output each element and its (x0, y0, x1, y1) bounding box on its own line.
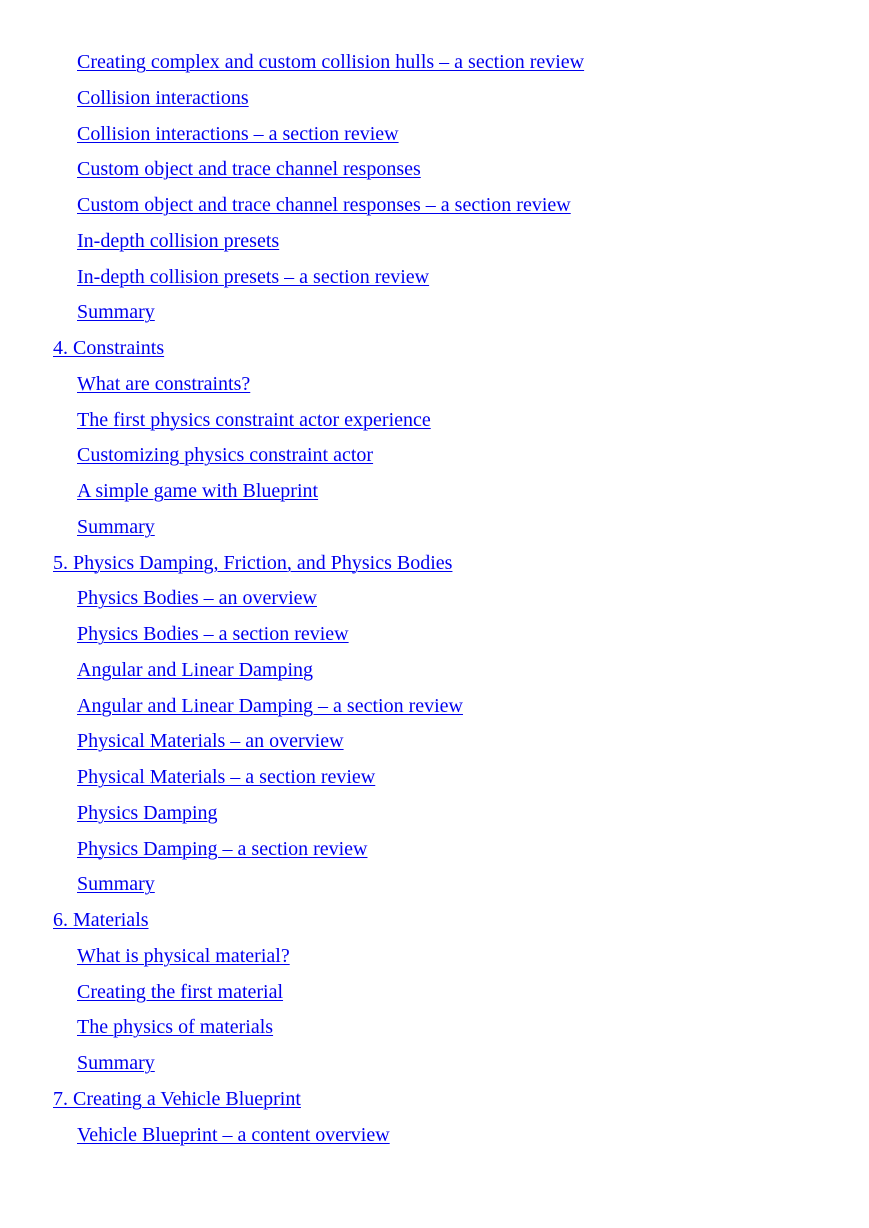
table-of-contents (0, 45, 869, 1153)
toc-section-item (0, 81, 869, 117)
toc-section-item (0, 689, 869, 725)
toc-section-item (0, 581, 869, 617)
toc-section-link[interactable]: Physics Damping (77, 801, 218, 824)
toc-section-item (0, 510, 869, 546)
toc-section-link[interactable]: Summary (77, 1052, 155, 1074)
toc-section-item (0, 403, 869, 439)
toc-chapter-item (0, 903, 869, 939)
toc-section-link[interactable]: Summary (77, 515, 155, 538)
toc-section-item (0, 438, 869, 474)
toc-section-link[interactable]: Creating complex and custom collision hulls – a section review (77, 51, 585, 73)
toc-section-link[interactable]: In-depth collision presets (77, 229, 280, 252)
toc-section-item (0, 188, 869, 224)
toc-section-item (0, 760, 869, 796)
toc-section-link[interactable]: Angular and Linear Damping (77, 658, 314, 681)
toc-chapter-item (0, 1082, 869, 1118)
toc-section-item (0, 152, 869, 188)
toc-section-link[interactable]: Summary (77, 301, 155, 324)
toc-section-item (0, 474, 869, 510)
toc-section-link[interactable]: Vehicle Blueprint – a content overview (77, 1123, 390, 1146)
toc-section-link[interactable]: Collision interactions (77, 86, 249, 109)
toc-section-item (0, 1046, 869, 1082)
toc-section-link[interactable]: What is physical material? (77, 944, 290, 967)
toc-chapter-link[interactable]: 4. Constraints (53, 337, 165, 359)
toc-section-link[interactable]: Angular and Linear Damping – a section review (77, 694, 463, 717)
toc-chapter-link[interactable]: 5. Physics Damping, Friction, and Physics Bodies (53, 551, 453, 574)
toc-section-link[interactable]: Summary (77, 873, 155, 896)
toc-section-item (0, 260, 869, 296)
toc-section-item (0, 832, 869, 868)
toc-section-link[interactable]: Physics Damping – a section review (77, 837, 368, 860)
toc-section-link[interactable]: The physics of materials (77, 1016, 274, 1039)
toc-section-link[interactable]: Creating the first material (77, 980, 284, 1003)
toc-section-link[interactable]: Physics Bodies – an overview (77, 587, 317, 610)
toc-section-item (0, 796, 869, 832)
toc-section-link[interactable]: In-depth collision presets – a section review (77, 265, 430, 288)
toc-section-link[interactable]: A simple game with Blueprint (77, 480, 319, 502)
toc-section-item (0, 367, 869, 403)
toc-section-item (0, 295, 869, 331)
toc-section-link[interactable]: Custom object and trace channel responses – a section review (77, 194, 571, 216)
toc-section-link[interactable]: What are constraints? (77, 372, 251, 395)
toc-section-link[interactable]: Physical Materials – a section review (77, 766, 376, 788)
toc-section-link[interactable]: Collision interactions – a section review (77, 122, 399, 145)
toc-section-link[interactable]: Physical Materials – an overview (77, 730, 344, 753)
toc-section-item (0, 867, 869, 903)
toc-section-link[interactable]: Custom object and trace channel responses (77, 158, 421, 181)
toc-chapter-link[interactable]: 6. Materials (53, 909, 149, 931)
toc-section-item (0, 117, 869, 153)
toc-section-item (0, 1010, 869, 1046)
toc-section-item (0, 724, 869, 760)
toc-section-link[interactable]: The first physics constraint actor experience (77, 408, 431, 431)
toc-section-item (0, 617, 869, 653)
toc-section-item (0, 939, 869, 975)
toc-section-link[interactable]: Physics Bodies – a section review (77, 623, 349, 645)
toc-chapter-item (0, 331, 869, 367)
toc-section-item (0, 975, 869, 1011)
toc-section-item (0, 1118, 869, 1154)
toc-section-item (0, 224, 869, 260)
toc-section-item (0, 45, 869, 81)
toc-chapter-item (0, 546, 869, 582)
toc-section-link[interactable]: Customizing physics constraint actor (77, 444, 374, 467)
toc-section-item (0, 653, 869, 689)
toc-chapter-link[interactable]: 7. Creating a Vehicle Blueprint (53, 1087, 301, 1110)
